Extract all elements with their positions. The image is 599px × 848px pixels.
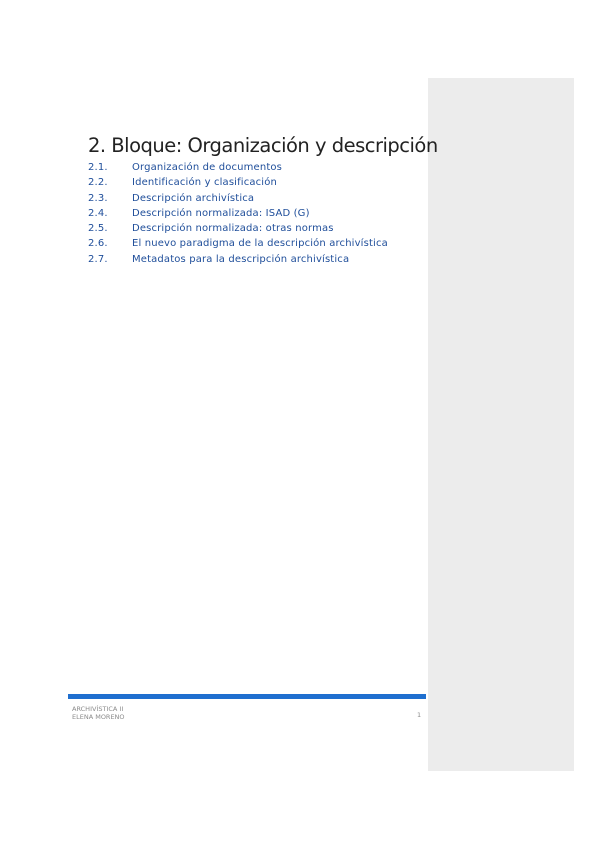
section-heading: 2. Bloque: Organización y descripción (88, 134, 438, 157)
toc-item-title: Metadatos para la descripción archivística (132, 253, 350, 265)
footer-author: ELENA MORENO (72, 713, 125, 721)
footer-divider (68, 694, 426, 699)
toc-item[interactable] (88, 252, 388, 267)
table-of-contents (88, 160, 388, 267)
toc-item-number: 2.7. (88, 253, 108, 265)
toc-item-title: Descripción normalizada: ISAD (G) (132, 207, 310, 219)
comment-margin-pane (428, 78, 574, 771)
toc-item[interactable] (88, 206, 388, 221)
toc-item[interactable] (88, 160, 388, 175)
toc-item-number: 2.5. (88, 223, 108, 235)
page-number: 1 (417, 711, 422, 719)
toc-item-title: Identificación y clasificación (132, 177, 277, 189)
toc-item-title: Organización de documentos (132, 162, 283, 173)
toc-item-number: 2.6. (88, 238, 108, 250)
toc-item[interactable] (88, 191, 388, 206)
toc-item-title: Descripción archivística (132, 192, 255, 204)
toc-item-number: 2.4. (88, 207, 108, 219)
footer-course-title: ARCHIVÍSTICA II (72, 705, 124, 713)
toc-item[interactable] (88, 236, 388, 251)
toc-item[interactable] (88, 221, 388, 236)
toc-item[interactable] (88, 175, 388, 190)
toc-item-number: 2.2. (88, 177, 108, 189)
toc-item-title: Descripción normalizada: otras normas (132, 223, 334, 235)
toc-item-title: El nuevo paradigma de la descripción archivística (132, 238, 388, 250)
footer-text (72, 705, 125, 721)
toc-item-number: 2.3. (88, 192, 108, 204)
toc-item-number: 2.1. (88, 162, 108, 173)
